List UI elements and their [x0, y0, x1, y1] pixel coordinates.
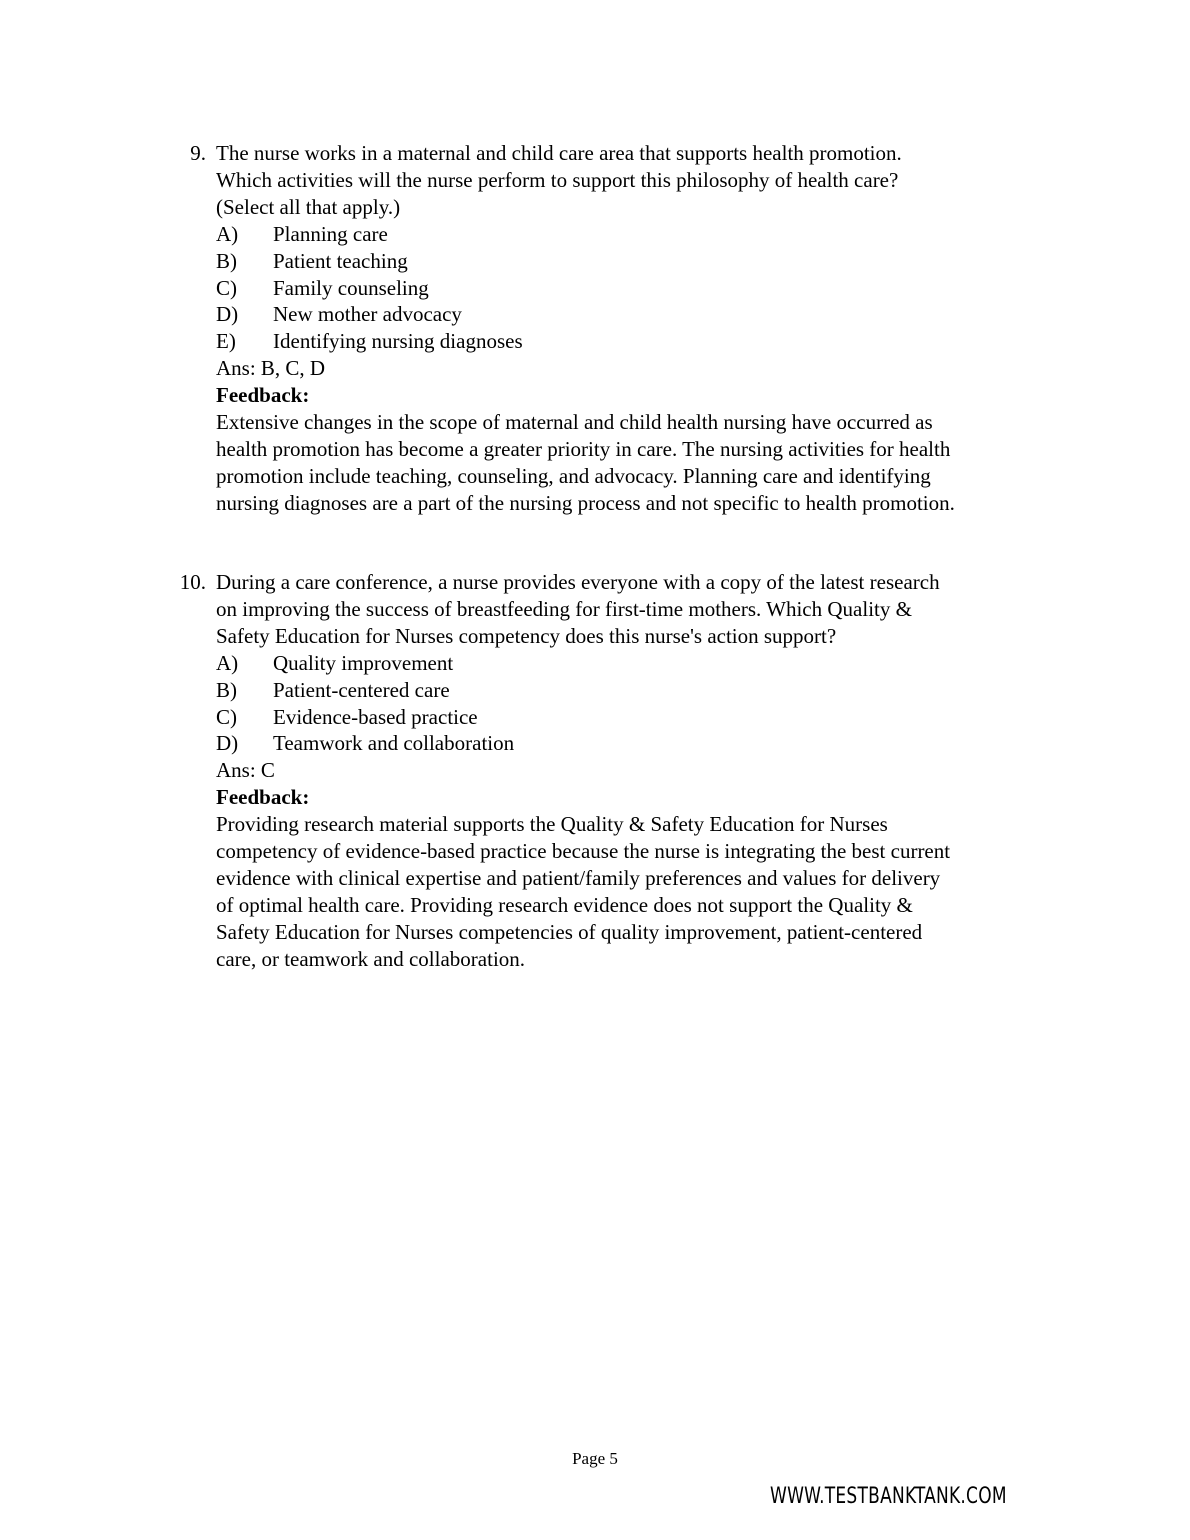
option-text: Teamwork and collaboration	[273, 731, 515, 756]
option-letter: C)	[216, 704, 237, 729]
option-letter: B)	[216, 248, 237, 273]
option-text: Patient-centered care	[273, 677, 450, 702]
feedback-heading: Feedback:	[216, 383, 310, 408]
option-letter: D)	[216, 302, 239, 327]
option-text: Identifying nursing diagnoses	[273, 329, 523, 354]
question-body	[216, 569, 1116, 973]
feedback-line: of optimal health care. Providing research evidence does not support the Quality &	[216, 892, 913, 917]
option-text: Quality improvement	[273, 650, 454, 675]
question-number: 10.	[179, 570, 206, 594]
question-body	[216, 140, 1116, 517]
option-text: Evidence-based practice	[273, 704, 478, 729]
answer-option	[216, 275, 1116, 302]
question-stem-line: on improving the success of breastfeeding for first-time mothers. Which Quality &	[216, 596, 912, 621]
feedback-line: care, or teamwork and collaboration.	[216, 946, 526, 971]
feedback-line: evidence with clinical expertise and patient/family preferences and values for delivery	[216, 865, 941, 890]
question-stem-line: During a care conference, a nurse provides everyone with a copy of the latest research	[216, 570, 940, 594]
answer-option	[216, 650, 1116, 677]
option-text: Patient teaching	[273, 248, 408, 273]
page-number: Page 5	[572, 1449, 618, 1468]
answer-key: Ans: C	[216, 758, 275, 783]
answer-option	[216, 677, 1116, 704]
feedback-line: competency of evidence-based practice because the nurse is integrating the best current	[216, 839, 951, 864]
answer-key: Ans: B, C, D	[216, 356, 326, 381]
answer-option	[216, 221, 1116, 248]
answer-option	[216, 704, 1116, 731]
answer-option	[216, 248, 1116, 275]
feedback-line: nursing diagnoses are a part of the nursing process and not specific to health promotion.	[216, 490, 955, 515]
option-letter: B)	[216, 677, 237, 702]
answer-option	[216, 301, 1116, 328]
feedback-line: Providing research material supports the Quality & Safety Education for Nurses	[216, 812, 888, 837]
question-stem-line: The nurse works in a maternal and child care area that supports health promotion.	[216, 141, 902, 165]
option-letter: D)	[216, 731, 239, 756]
option-letter: A)	[216, 221, 239, 246]
question-stem-line: Which activities will the nurse perform to support this philosophy of health care?	[216, 167, 899, 192]
feedback-line: Safety Education for Nurses competencies of quality improvement, patient-centered	[216, 919, 923, 944]
option-text: New mother advocacy	[273, 302, 462, 327]
option-letter: A)	[216, 650, 239, 675]
question-stem-line: Safety Education for Nurses competency does this nurse's action support?	[216, 623, 837, 648]
feedback-heading: Feedback:	[216, 785, 310, 810]
option-text: Planning care	[273, 221, 388, 246]
answer-option	[216, 328, 1116, 355]
question-stem-line: (Select all that apply.)	[216, 194, 401, 219]
feedback-line: promotion include teaching, counseling, and advocacy. Planning care and identifying	[216, 463, 931, 488]
watermark-url: WWW.TESTBANKTANK.COM	[770, 1484, 1007, 1509]
option-letter: E)	[216, 329, 236, 354]
option-text: Family counseling	[273, 275, 429, 300]
option-letter: C)	[216, 275, 237, 300]
feedback-line: health promotion has become a greater priority in care. The nursing activities for health	[216, 436, 951, 461]
answer-option	[216, 730, 1116, 757]
feedback-line: Extensive changes in the scope of maternal and child health nursing have occurred as	[216, 410, 933, 435]
question-number: 9.	[190, 141, 206, 165]
